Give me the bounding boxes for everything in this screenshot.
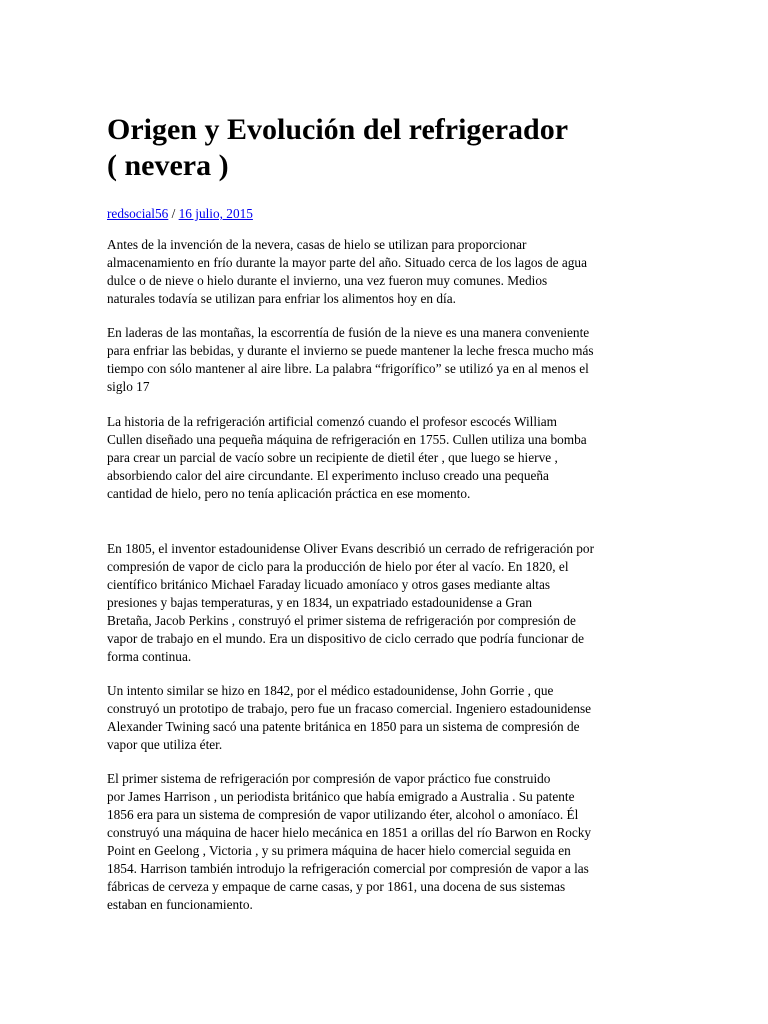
article xyxy=(107,112,663,912)
paragraph-line: absorbiendo calor del aire circundante. El experimento incluso creado una pequeña xyxy=(107,468,549,483)
paragraph-line: presiones y bajas temperaturas, y en 1834, un expatriado estadounidense a Gran xyxy=(107,595,532,610)
paragraph-line: Bretaña, Jacob Perkins , construyó el primer sistema de refrigeración por compresión de xyxy=(107,613,576,628)
paragraph-line: construyó un prototipo de trabajo, pero fue un fracaso comercial. Ingeniero estadounidense xyxy=(107,701,592,716)
paragraph-line: La historia de la refrigeración artificial comenzó cuando el profesor escocés William xyxy=(107,414,558,429)
paragraph-line: naturales todavía se utilizan para enfriar los alimentos hoy en día. xyxy=(107,291,456,306)
paragraph-5 xyxy=(107,682,591,754)
paragraph-1 xyxy=(107,236,587,308)
paragraph-line: compresión de vapor de ciclo para la producción de hielo por éter al vacío. En 1820, el xyxy=(107,559,569,574)
paragraph-line: construyó una máquina de hacer hielo mecánica en 1851 a orillas del río Barwon en Rocky xyxy=(107,825,592,840)
paragraph-line: vapor de trabajo en el mundo. Era un dispositivo de ciclo cerrado que podría funcionar de xyxy=(107,631,585,646)
paragraph-line: El primer sistema de refrigeración por compresión de vapor práctico fue construido xyxy=(107,771,551,786)
post-meta xyxy=(107,205,663,223)
paragraph-line: almacenamiento en frío durante la mayor parte del año. Situado cerca de los lagos de agua xyxy=(107,255,587,270)
paragraph-4 xyxy=(107,540,594,666)
paragraph-line: forma continua. xyxy=(107,649,192,664)
paragraph-6 xyxy=(107,770,591,914)
date-link[interactable]: 16 julio, 2015 xyxy=(178,206,253,221)
author-link[interactable]: redsocial56 xyxy=(107,206,169,221)
title-line-2: ( nevera ) xyxy=(107,149,229,182)
paragraph-3 xyxy=(107,413,587,503)
paragraph-line: científico británico Michael Faraday licuado amoníaco y otros gases mediante altas xyxy=(107,577,551,592)
paragraph-line: cantidad de hielo, pero no tenía aplicación práctica en ese momento. xyxy=(107,486,471,501)
paragraph-line: para enfriar las bebidas, y durante el invierno se puede mantener la leche fresca mucho más xyxy=(107,343,594,358)
paragraph-line: estaban en funcionamiento. xyxy=(107,897,253,912)
paragraph-line: para crear un parcial de vacío sobre un recipiente de dietil éter , que luego se hierve , xyxy=(107,450,558,465)
paragraph-line: 1856 era para un sistema de compresión de vapor utilizando éter, alcohol o amoníaco. Él xyxy=(107,807,579,822)
meta-separator: / xyxy=(168,206,179,221)
paragraph-line: vapor que utiliza éter. xyxy=(107,737,223,752)
paragraph-line: Point en Geelong , Victoria , y su primera máquina de hacer hielo comercial seguida en xyxy=(107,843,571,858)
paragraph-line: por James Harrison , un periodista británico que había emigrado a Australia . Su patente xyxy=(107,789,575,804)
paragraph-line: dulce o de nieve o hielo durante el invierno, una vez fueron muy comunes. Medios xyxy=(107,273,548,288)
paragraph-line: En laderas de las montañas, la escorrentía de fusión de la nieve es una manera conveniente xyxy=(107,325,590,340)
paragraph-line: 1854. Harrison también introdujo la refrigeración comercial por compresión de vapor a las xyxy=(107,861,589,876)
page-title xyxy=(107,112,663,184)
paragraph-line: tiempo con sólo mantener al aire libre. La palabra “frigorífico” se utilizó ya en al menos el xyxy=(107,361,589,376)
paragraph-line: En 1805, el inventor estadounidense Oliver Evans describió un cerrado de refrigeración por xyxy=(107,541,595,556)
paragraph-line: Antes de la invención de la nevera, casas de hielo se utilizan para proporcionar xyxy=(107,237,527,252)
paragraph-line: siglo 17 xyxy=(107,379,150,394)
paragraph-line: Alexander Twining sacó una patente británica en 1850 para un sistema de compresión de xyxy=(107,719,580,734)
title-line-1: Origen y Evolución del refrigerador xyxy=(107,113,569,146)
paragraph-2 xyxy=(107,324,594,396)
paragraph-line: Un intento similar se hizo en 1842, por el médico estadounidense, John Gorrie , que xyxy=(107,683,554,698)
paragraph-line: Cullen diseñado una pequeña máquina de refrigeración en 1755. Cullen utiliza una bomba xyxy=(107,432,587,447)
paragraph-line: fábricas de cerveza y empaque de carne casas, y por 1861, una docena de sus sistemas xyxy=(107,879,566,894)
